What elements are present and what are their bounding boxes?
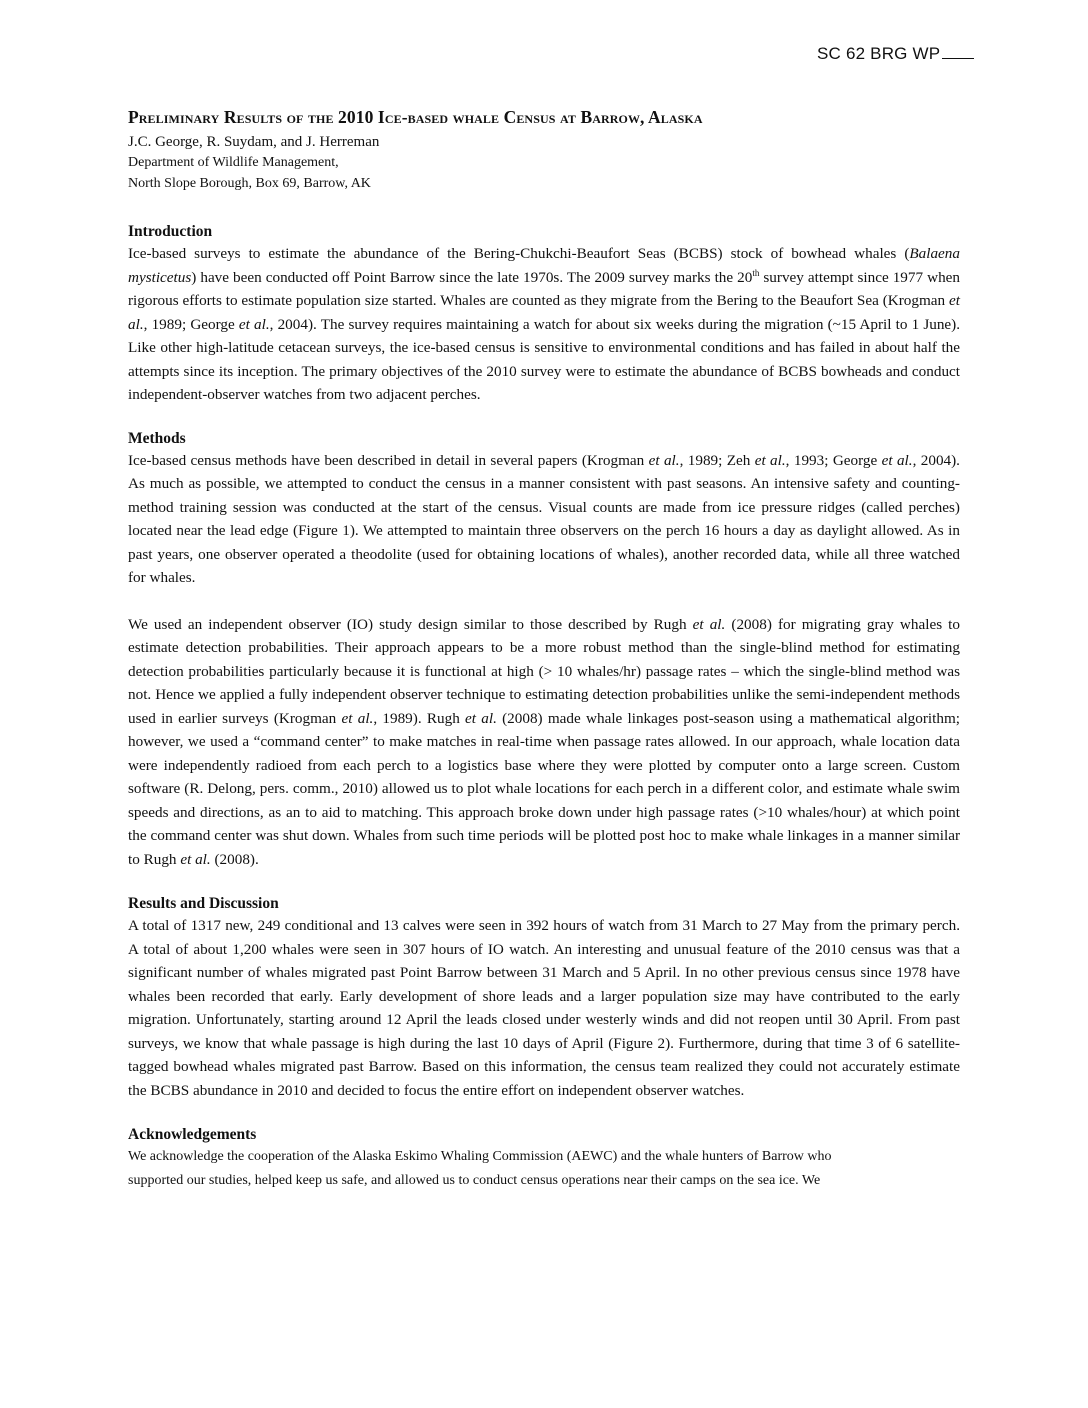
text-run: ) have been conducted off Point Barrow since the late 1970s. The 2009 survey marks the 20 bbox=[191, 268, 753, 286]
text-run: , 1989; George bbox=[143, 315, 239, 333]
affiliation-line-1: Department of Wildlife Management, bbox=[128, 155, 339, 170]
citation-et-al: et al. bbox=[128, 292, 960, 333]
citation-et-al: et al. bbox=[341, 709, 374, 727]
acknowledgements-line-2: supported our studies, helped keep us safe, and allowed us to conduct census operations near their camps on the sea ice. We bbox=[128, 1172, 821, 1188]
citation-et-al: et al. bbox=[754, 451, 786, 469]
text-run: (2008) for migrating gray whales to estimate detection probabilities. Their approach appears to be a more robust method than the single-blind method for estimating detection probabilities particularly because it is functional at high (> 10 whales/hr) passage rates – which the single-blind method was not. Hence we applied a fully independent observer technique to estimating detection probabilities unlike the semi-independent methods used in earlier surveys (Krogman bbox=[128, 615, 960, 727]
document-id bbox=[817, 44, 974, 64]
text-run: , 1989). Rugh bbox=[373, 709, 466, 727]
section-methods bbox=[128, 429, 960, 872]
text-run: , 2004). The survey requires maintaining a watch for about six weeks during the migration (~15 April to 1 June). Like other high-latitude cetacean surveys, the ice-based census is sensitive to environmental conditions and has failed in about half the attempts since its inception. The primary objectives of the 2010 survey were to estimate the abundance of BCBS bowheads and conduct independent-observer watches from two adjacent perches. bbox=[128, 315, 961, 403]
introduction-paragraph bbox=[128, 242, 960, 407]
paper-title: Preliminary Results of the 2010 Ice-based whale Census at Barrow, Alaska bbox=[128, 107, 703, 127]
citation-et-al: et al. bbox=[648, 451, 680, 469]
citation-et-al: et al. bbox=[180, 850, 211, 868]
acknowledgements-line-1: We acknowledge the cooperation of the Alaska Eskimo Whaling Commission (AEWC) and the whale hunters of Barrow who bbox=[128, 1149, 832, 1164]
authors: J.C. George, R. Suydam, and J. Herreman bbox=[128, 134, 380, 150]
text-run: Ice-based surveys to estimate the abundance of the Bering-Chukchi-Beaufort Seas (BCBS) stock of bowhead whales ( bbox=[128, 245, 910, 262]
section-heading-results: Results and Discussion bbox=[128, 895, 279, 912]
citation-et-al: et al. bbox=[881, 451, 913, 469]
text-run: (2008) made whale linkages post-season using a mathematical algorithm; however, we used a “command center” to make matches in real-time when passage rates allowed. In our approach, whale location data were independently radioed from each perch to a logistics base where they were plotted by computer onto a large screen. Custom software (R. Delong, pers. comm., 2010) allowed us to plot whale locations for each perch in a different color, and estimate whale swim speeds and directions, as an to aid to matching. This approach broke down under high passage rates (>10 whales/hour) at which point the command center was shut down. Whales from such time periods will be plotted post hoc to make whale linkages in a manner similar to Rugh bbox=[128, 709, 960, 868]
citation-et-al: et al. bbox=[238, 315, 270, 333]
section-heading-introduction: Introduction bbox=[128, 223, 213, 240]
species-name: Balaena mysticetus bbox=[128, 245, 960, 286]
citation-et-al: et al. bbox=[692, 615, 726, 633]
document-number-blank bbox=[942, 44, 974, 59]
citation-et-al: et al. bbox=[465, 709, 497, 727]
methods-paragraph-1 bbox=[128, 449, 960, 590]
section-heading-methods: Methods bbox=[128, 429, 186, 447]
text-run: , 1989; Zeh bbox=[679, 451, 755, 469]
text-run: (2008). bbox=[210, 850, 259, 868]
ordinal-superscript: th bbox=[752, 267, 760, 278]
section-results bbox=[128, 894, 960, 1102]
affiliation-line-2: North Slope Borough, Box 69, Barrow, AK bbox=[128, 176, 371, 191]
document-id-text: SC 62 BRG WP bbox=[817, 44, 941, 63]
text-run: , 2004). As much as possible, we attempted to conduct the census in a manner consistent with past seasons. An intensive safety and counting-method training session was conducted at the start of the census. Visual counts are made from ice pressure ridges (called perches) located near the lead edge (Figure 1). We attempted to maintain three observers on the perch 16 hours a day as daylight allowed. As in past years, one observer operated a theodolite (used for obtaining locations of whales), another recorded data, while all three watched for whales. bbox=[128, 451, 960, 586]
text-run: We used an independent observer (IO) study design similar to those described by Rugh bbox=[128, 615, 693, 633]
text-run: survey attempt since 1977 when rigorous efforts to estimate population size started. Whales are counted as they migrate from the Bering to the Beaufort Sea (Krogman bbox=[128, 268, 961, 309]
paper-page bbox=[128, 106, 960, 1192]
methods-paragraph-2 bbox=[128, 613, 960, 872]
results-paragraph: A total of 1317 new, 249 conditional and 13 calves were seen in 392 hours of watch from 31 March to 27 May from the primary perch. A total of about 1,200 whales were seen in 307 hours of IO watch. An interesting and unusual feature of the 2010 census was that a significant number of whales migrated past Point Barrow between 31 March and 5 April. In no other previous census since 1978 have whales been recorded that early. Early development of shore leads and a larger population size may have contributed to the early migration. Unfortunately, starting around 12 April the leads closed under westerly winds and did not reopen until 30 April. From past surveys, we know that whale passage is high during the last 10 days of April (Figure 2). Furthermore, during that time 3 of 6 satellite-tagged bowhead whales migrated past Barrow. Based on this information, the census team realized they could not accurately estimate the BCBS abundance in 2010 and decided to focus the entire effort on independent observer watches. bbox=[128, 917, 960, 1099]
text-run: Ice-based census methods have been described in detail in several papers (Krogman bbox=[128, 451, 649, 469]
section-introduction bbox=[128, 222, 960, 407]
text-run: , 1993; George bbox=[785, 451, 882, 469]
section-heading-acknowledgements: Acknowledgements bbox=[128, 1126, 257, 1143]
section-acknowledgements bbox=[128, 1125, 960, 1192]
